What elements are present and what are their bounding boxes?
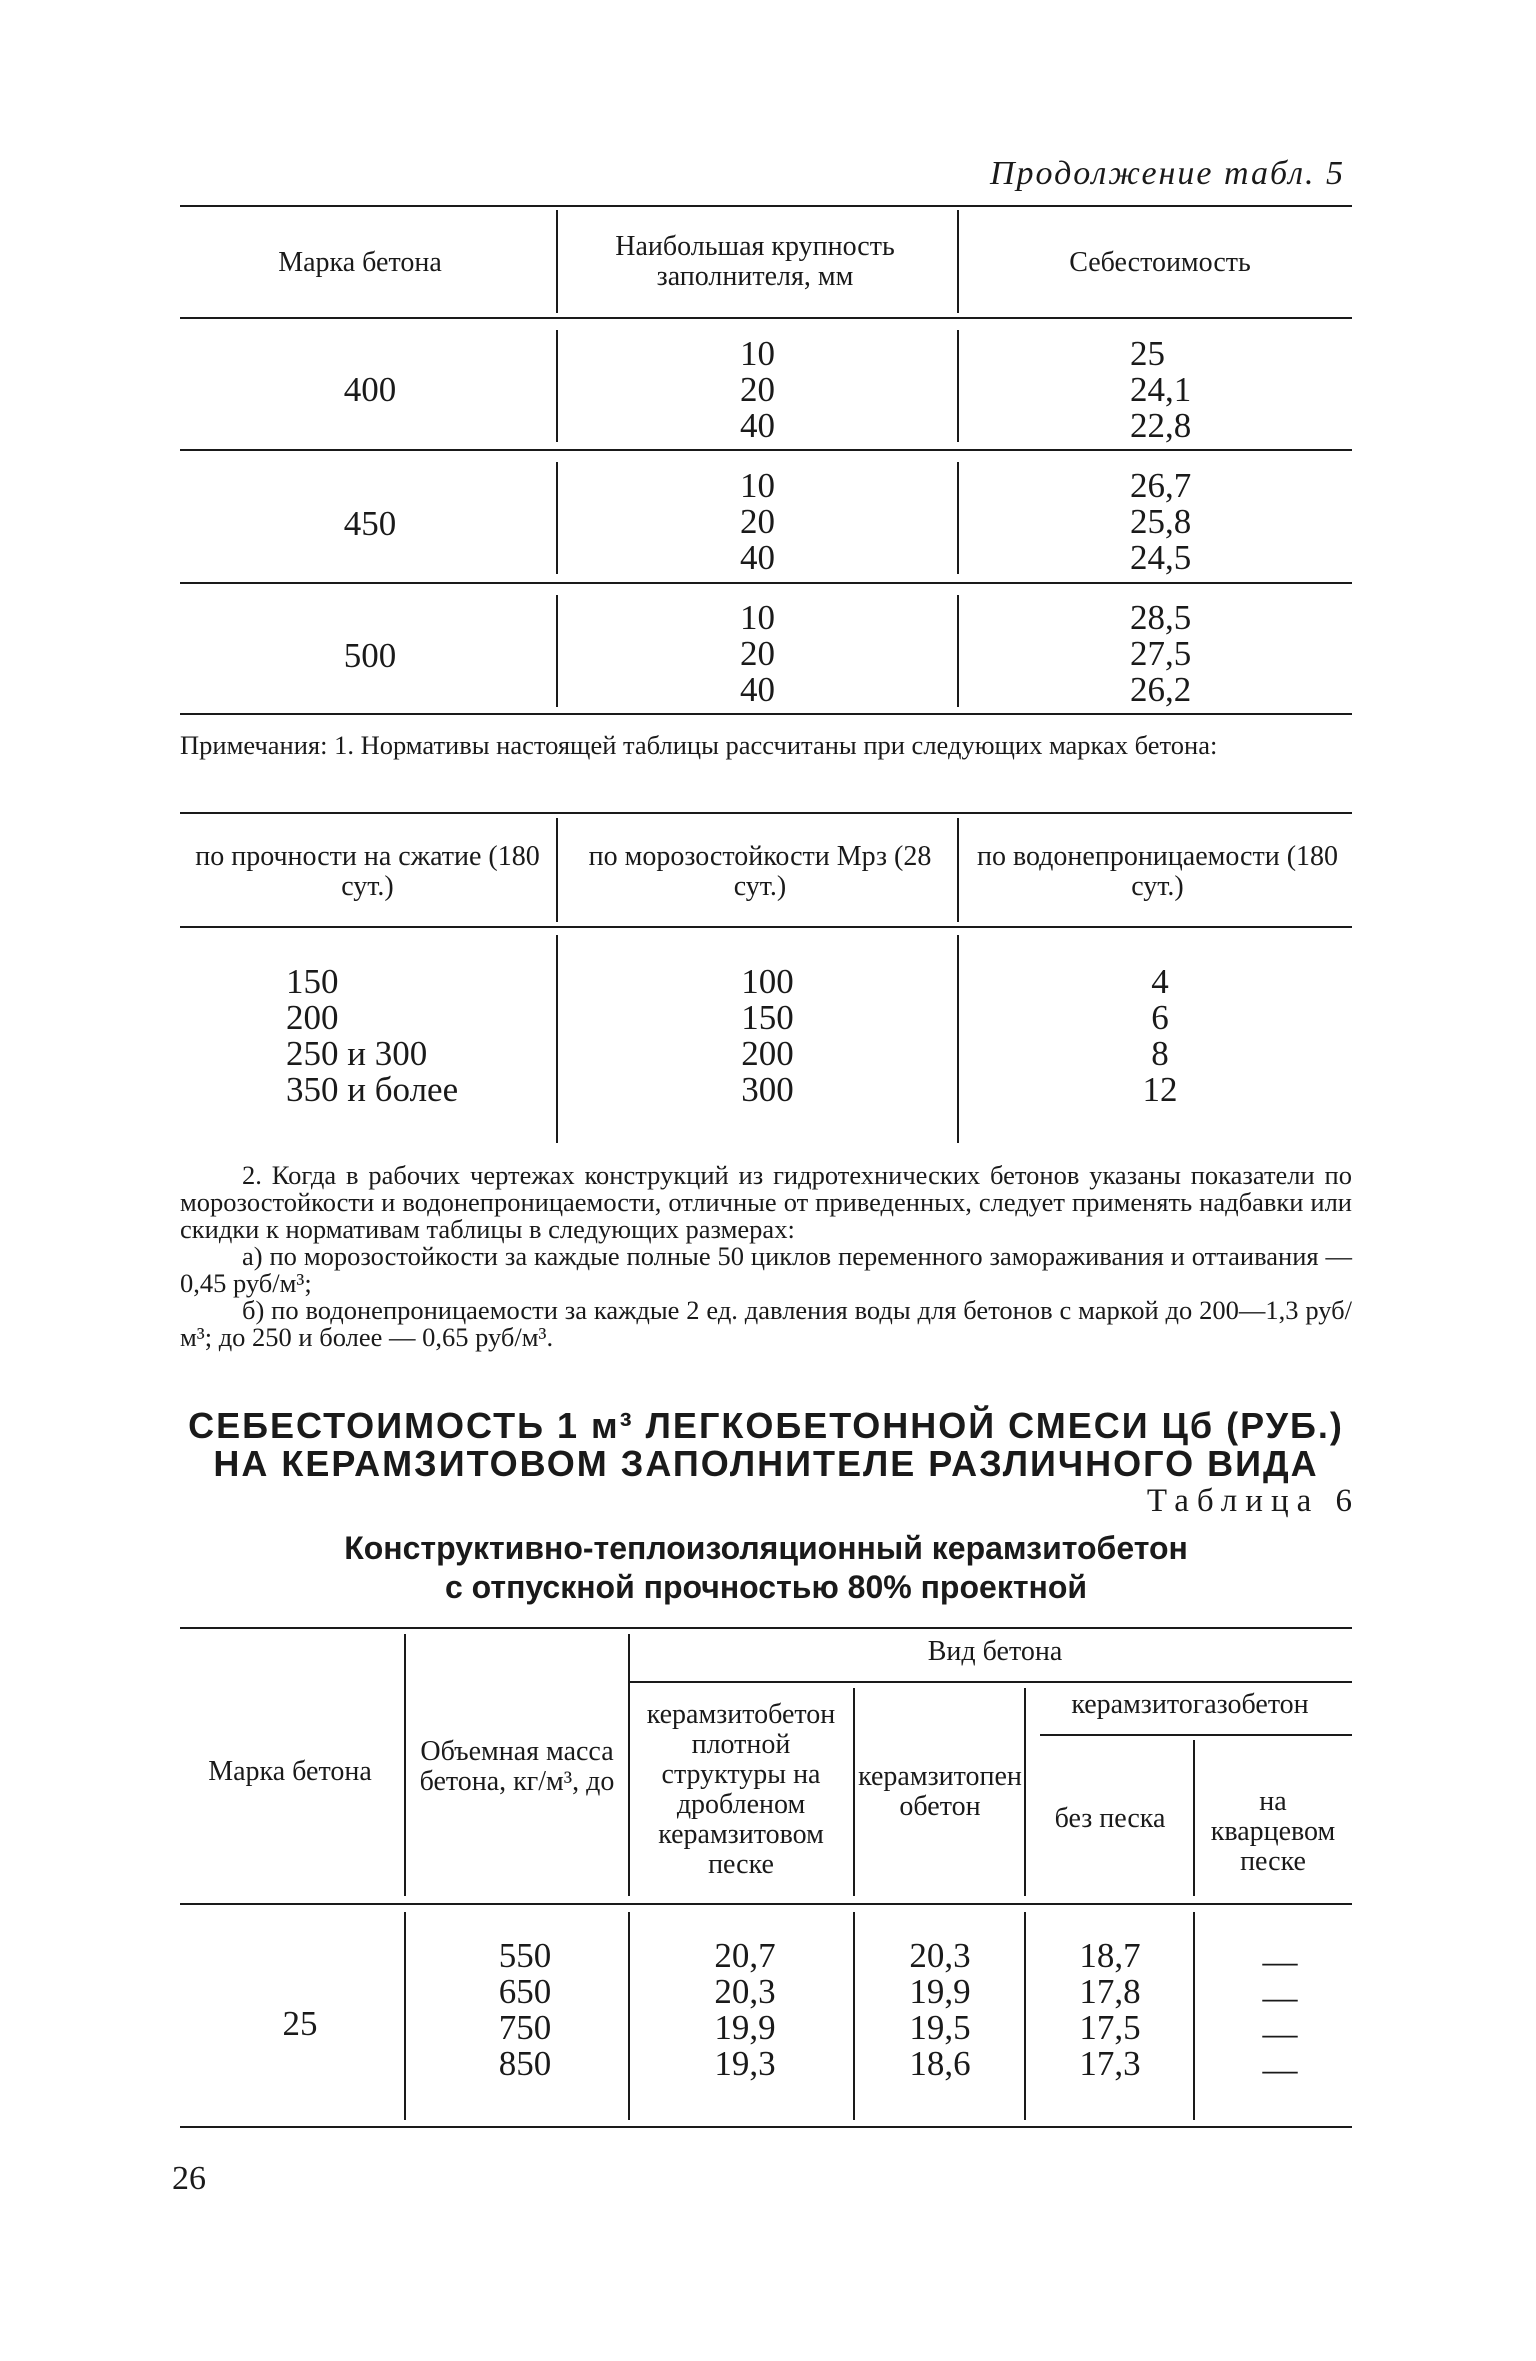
table5-cost-value: 28,5 <box>1130 598 1192 637</box>
table6-header-kind: Вид бетона <box>927 1636 1063 1667</box>
table6-header-rule <box>180 1903 1352 1905</box>
grades-divider <box>957 818 959 922</box>
table6-divider <box>628 1634 630 1896</box>
table5-size-value: 20 <box>740 634 775 673</box>
table5-cost-value: 26,2 <box>1130 670 1192 709</box>
table5-sizes <box>700 600 815 708</box>
table6-foam-value: 20,3 <box>909 1936 971 1975</box>
table6-label: Таблица 6 <box>1146 1483 1360 1519</box>
note-2-item-a: а) по морозостойкости за каждые полные 50 циклов переменного замораживания и оттаивания — 0,45 руб/м³; <box>180 1241 1352 1298</box>
table5-divider <box>556 595 558 707</box>
table5-header-rule <box>180 317 1352 319</box>
table6-subtitle-line2: с отпускной прочностью 80% проектной <box>444 1569 1088 1605</box>
grades-strength-value: 250 и 300 <box>286 1034 428 1073</box>
table6-divider <box>1024 1912 1026 2120</box>
table6-grade: 25 <box>282 2004 318 2043</box>
table5-cost-value: 24,1 <box>1130 370 1192 409</box>
grades-header-frost: по морозостойкости Мрз (28 сут.) <box>588 841 932 902</box>
note-2-main: 2. Когда в рабочих чертежах конструкций из гидротехнических бетонов указаны показатели по морозостойкости и водонепроницаемости, отличные от приведенных, следует применять надбавки или скидки к нормативам таблицы в следующих размерах: <box>180 1160 1352 1244</box>
table5-costs <box>1130 336 1220 444</box>
table6-foam-value: 18,6 <box>909 2044 971 2083</box>
grades-water-value: 6 <box>1151 998 1169 1037</box>
table6-foam-value: 19,9 <box>909 1972 971 2011</box>
table6-quartz-value: — <box>1262 2014 1298 2053</box>
table6-divider <box>1024 1688 1026 1896</box>
notes-intro: Примечания: 1. Нормативы настоящей таблицы рассчитаны при следующих марках бетона: <box>180 730 1218 760</box>
table5-divider <box>957 210 959 313</box>
note-2-item-b: б) по водонепроницаемости за каждые 2 ед. давления воды для бетонов с маркой до 200—1,3 руб/м³; до 250 и более — 0,65 руб/м³. <box>180 1295 1352 1352</box>
table6-header-quartz: на кварцевом песке <box>1210 1786 1336 1877</box>
table6-dense-value: 19,3 <box>714 2044 776 2083</box>
table6-mass-value: 750 <box>498 2008 552 2047</box>
table6-subtitle-line1: Конструктивно-теплоизоляционный керамзитобетон <box>344 1530 1188 1566</box>
grades-top-rule <box>180 812 1352 814</box>
table6-gas-rule <box>1040 1734 1352 1736</box>
note-2 <box>180 1162 1352 1351</box>
table5-cost-value: 22,8 <box>1130 406 1192 445</box>
grades-water-value: 4 <box>1151 962 1169 1001</box>
table6-nosand-value: 17,3 <box>1079 2044 1141 2083</box>
table5-grade: 500 <box>343 636 397 675</box>
grades-frost-value: 200 <box>741 1034 794 1073</box>
table6-kind-rule <box>630 1681 1352 1683</box>
table6-header-foam: керамзитопенобетон <box>858 1761 1022 1822</box>
table6-divider <box>628 1912 630 2120</box>
table5-header-cost: Себестоимость <box>1069 247 1251 278</box>
table6-header-dense: керамзитобетон плотной структуры на дробленом керамзитовом песке <box>646 1699 836 1880</box>
table6-top-rule <box>180 1627 1352 1629</box>
table6-mass-value: 850 <box>498 2044 552 2083</box>
grades-header-water: по водонепроницаемости (180 сут.) <box>976 841 1339 902</box>
table6-divider <box>1193 1912 1195 2120</box>
table6-mass-value: 550 <box>498 1936 552 1975</box>
table6-divider <box>853 1688 855 1896</box>
table6-masses <box>470 1938 580 2082</box>
grades-water-values <box>1110 964 1210 1108</box>
table6-dense-value: 20,3 <box>714 1972 776 2011</box>
table5-cost-value: 25 <box>1130 334 1165 373</box>
table5-size-value: 40 <box>740 406 775 445</box>
table5-top-rule <box>180 205 1352 207</box>
table5-sizes <box>700 336 815 444</box>
page-number: 26 <box>172 2160 206 2197</box>
table5-cost-value: 26,7 <box>1130 466 1192 505</box>
grades-frost-value: 150 <box>741 998 794 1037</box>
grades-header-rule <box>180 926 1352 928</box>
table5-group-rule <box>180 449 1352 451</box>
section-title-line2: НА КЕРАМЗИТОВОМ ЗАПОЛНИТЕЛЕ РАЗЛИЧНОГО ВИДА <box>213 1443 1319 1484</box>
grades-water-value: 12 <box>1142 1070 1178 1109</box>
table6-dense-values <box>690 1938 800 2082</box>
table5-divider <box>556 330 558 442</box>
table5-divider <box>957 595 959 707</box>
table5-grade: 450 <box>343 504 397 543</box>
table5-grade: 400 <box>343 370 397 409</box>
table5-divider <box>556 210 558 313</box>
table6-header-gas: керамзитогазобетон <box>1071 1689 1309 1720</box>
table6-mass-value: 650 <box>498 1972 552 2011</box>
table6-quartz-value: — <box>1262 1978 1298 2017</box>
table5-size-value: 10 <box>740 334 775 373</box>
table5-header-size: Наибольшая крупность заполнителя, мм <box>615 231 895 292</box>
table5-divider <box>556 462 558 574</box>
table6-foam-value: 19,5 <box>909 2008 971 2047</box>
grades-divider <box>556 818 558 922</box>
grades-divider <box>957 935 959 1143</box>
table5-header-grade: Марка бетона <box>278 247 442 278</box>
grades-strength-value: 200 <box>286 998 339 1037</box>
table6-foam-values <box>885 1938 995 2082</box>
table6-header-mass: Объемная масса бетона, кг/м³, до <box>419 1736 615 1797</box>
table5-divider <box>957 462 959 574</box>
table6-divider <box>1193 1740 1195 1896</box>
table6-quartz-value: — <box>1262 1942 1298 1981</box>
grades-frost-values <box>700 964 835 1108</box>
grades-strength-value: 150 <box>286 962 339 1001</box>
table6-divider <box>853 1912 855 2120</box>
table5-size-value: 40 <box>740 538 775 577</box>
table6-header-grade: Марка бетона <box>208 1756 372 1787</box>
table6-divider <box>404 1634 406 1896</box>
table5-size-value: 20 <box>740 502 775 541</box>
table6-header-nosand: без песка <box>1054 1803 1166 1834</box>
table5-divider <box>957 330 959 442</box>
table6-nosand-value: 17,5 <box>1079 2008 1141 2047</box>
table6-bottom-rule <box>180 2126 1352 2128</box>
grades-header-strength: по прочности на сжатие (180 сут.) <box>195 841 540 902</box>
grades-water-value: 8 <box>1151 1034 1169 1073</box>
table5-bottom-rule <box>180 713 1352 715</box>
table6-divider <box>404 1912 406 2120</box>
table5-costs <box>1130 600 1220 708</box>
table6-dense-value: 19,9 <box>714 2008 776 2047</box>
grades-strength-value: 350 и более <box>286 1070 459 1109</box>
table6-quartz-value: — <box>1262 2050 1298 2089</box>
table6-nosand-value: 18,7 <box>1079 1936 1141 1975</box>
table5-cost-value: 27,5 <box>1130 634 1192 673</box>
grades-frost-value: 300 <box>741 1070 794 1109</box>
section-title-line1: СЕБЕСТОИМОСТЬ 1 м³ ЛЕГКОБЕТОННОЙ СМЕСИ Цб (РУБ.) <box>188 1405 1344 1446</box>
table5-size-value: 40 <box>740 670 775 709</box>
continuation-label: Продолжение табл. 5 <box>990 155 1346 192</box>
grades-divider <box>556 935 558 1143</box>
table6-dense-value: 20,7 <box>714 1936 776 1975</box>
table5-group-rule <box>180 582 1352 584</box>
table5-sizes <box>700 468 815 576</box>
table5-cost-value: 25,8 <box>1130 502 1192 541</box>
table5-size-value: 20 <box>740 370 775 409</box>
table5-size-value: 10 <box>740 466 775 505</box>
table5-costs <box>1130 468 1220 576</box>
table6-nosand-values <box>1055 1938 1165 2082</box>
table5-cost-value: 24,5 <box>1130 538 1192 577</box>
grades-frost-value: 100 <box>741 962 794 1001</box>
table5-size-value: 10 <box>740 598 775 637</box>
table6-nosand-value: 17,8 <box>1079 1972 1141 2011</box>
table6-quartz-values <box>1240 1944 1320 2088</box>
grades-strength-values <box>286 964 526 1108</box>
